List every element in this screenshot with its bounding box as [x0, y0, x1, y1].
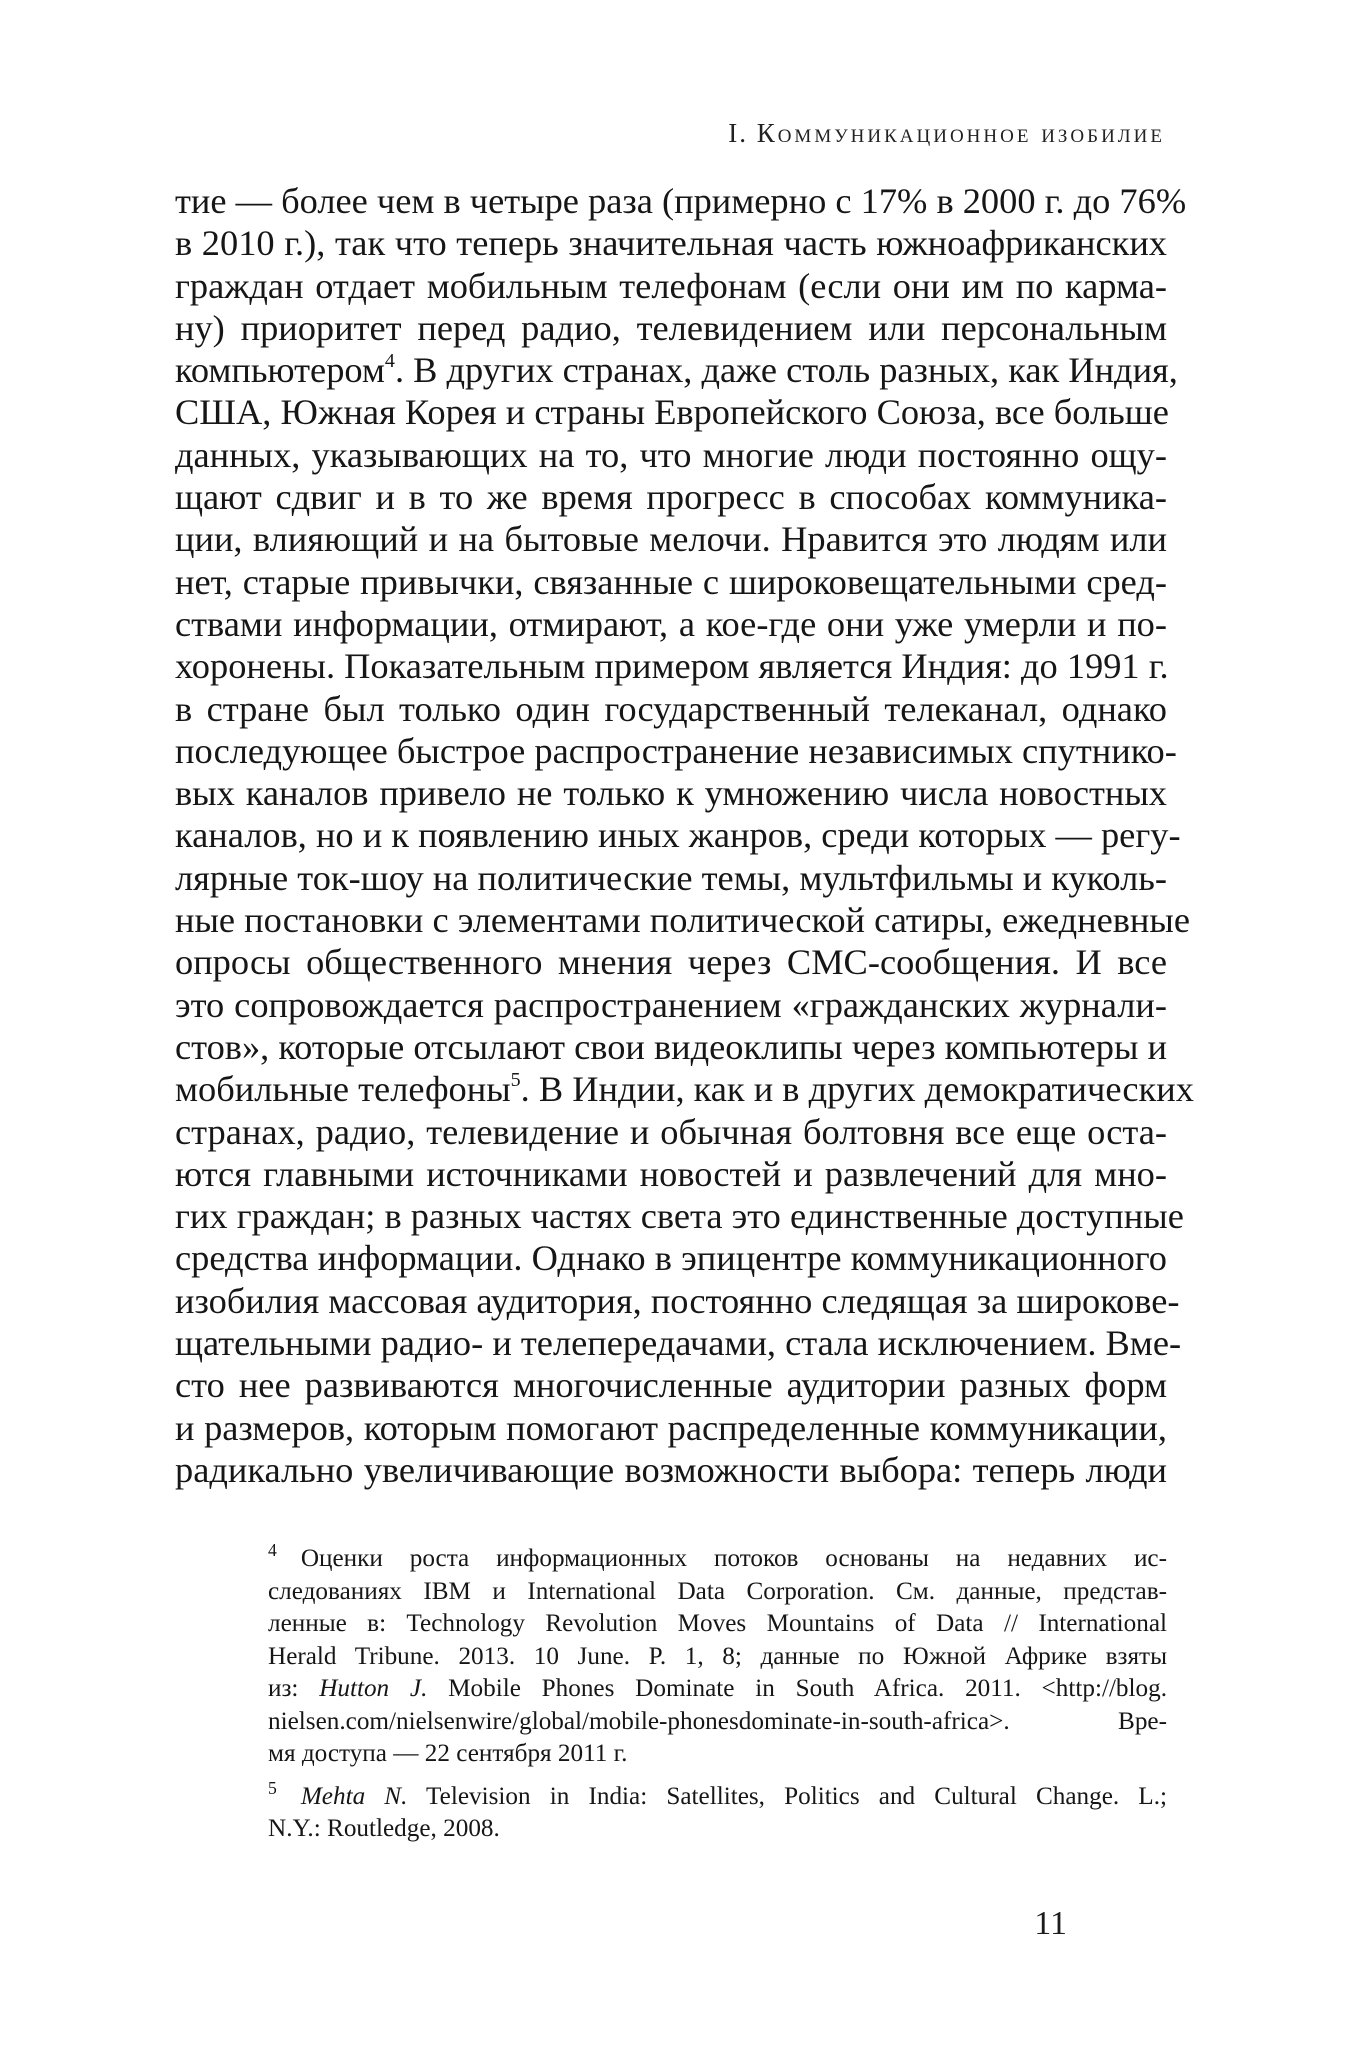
- footnote-ref-4[interactable]: 4: [384, 350, 395, 373]
- text-line: и размеров, которым помогают распределенные коммуникации,: [175, 1407, 1167, 1448]
- text-line: хоронены. Показательным примером является Индия: до 1991 г.: [175, 646, 1169, 687]
- text-fragment: Mobile Phones Dominate in South Africa. 2011. <http://blog.: [448, 1675, 1168, 1702]
- footnote-4: [268, 1540, 1168, 1771]
- footnote-line: N.Y.: Routledge, 2008.: [268, 1815, 500, 1842]
- text-line: щательными радио- и телепередачами, стала исключением. Вме-: [175, 1323, 1182, 1364]
- footnote-line: Herald Tribune. 2013. 10 June. P. 1, 8; данные по Южной Африке взяты: [268, 1642, 1167, 1670]
- text-line: вых каналов привело не только к умножению числа новостных: [175, 773, 1167, 814]
- text-line: в 2010 г.), так что теперь значительная часть южноафриканских: [175, 223, 1167, 264]
- text-line: ствами информации, отмирают, а кое-где они уже умерли и по-: [175, 603, 1167, 644]
- text-line: [175, 349, 1178, 391]
- text-line: данных, указывающих на то, что многие люди постоянно ощу-: [175, 434, 1167, 475]
- chapter-title: Коммуникационное изобилие: [756, 118, 1165, 148]
- text-fragment: компьютером: [175, 350, 385, 391]
- text-line: тие — более чем в четыре раза (примерно с 17% в 2000 г. до 76%: [175, 181, 1187, 221]
- footnotes: [268, 1540, 1168, 1846]
- text-line: США, Южная Корея и страны Европейского Союза, все больше: [175, 392, 1169, 433]
- text-fragment: мобильные телефоны: [175, 1069, 511, 1110]
- footnote-line: мя доступа — 22 сентября 2011 г.: [268, 1740, 628, 1767]
- text-line: радикально увеличивающие возможности выбора: теперь люди: [175, 1449, 1167, 1490]
- footnote-link-line[interactable]: nielsen.com/nielsenwire/global/mobile-phonesdominate-in-south-africa>. Вре-: [268, 1707, 1167, 1735]
- text-line: опросы общественного мнения через СМС-сообщения. И все: [175, 942, 1167, 983]
- chapter-numeral: I.: [728, 118, 748, 148]
- text-line: изобилия массовая аудитория, постоянно следящая за широкове-: [175, 1280, 1180, 1321]
- text-line: ются главными источниками новостей и развлечений для мно-: [175, 1153, 1167, 1194]
- text-line: последующее быстрое распространение независимых спутнико-: [175, 730, 1177, 771]
- text-fragment: Television in India: Satellites, Politics and Cultural Change. L.;: [407, 1782, 1167, 1810]
- text-line: [175, 1068, 1194, 1110]
- footnote-number: 4: [268, 1540, 277, 1561]
- text-line: это сопровождается распространением «гражданских журнали-: [175, 984, 1167, 1025]
- footnote-ref-5[interactable]: 5: [510, 1069, 521, 1092]
- main-text: [175, 180, 1194, 1491]
- text-line: в стране был только один государственный телеканал, однако: [175, 688, 1167, 729]
- text-fragment: . В Индии, как и в других демократических: [520, 1069, 1194, 1110]
- footnote-line: [268, 1777, 1167, 1814]
- text-line: ные постановки с элементами политической сатиры, ежедневные: [175, 900, 1191, 941]
- footnote-line: [268, 1673, 1167, 1706]
- text-fragment: из:: [268, 1675, 320, 1702]
- text-line: гих граждан; в разных частях света это единственные доступные: [175, 1196, 1184, 1237]
- text-line: нет, старые привычки, связанные с широковещательными сред-: [175, 561, 1167, 602]
- text-fragment: . В других странах, даже столь разных, как Индия,: [394, 350, 1178, 391]
- text-line: странах, радио, телевидение и обычная болтовня все еще оста-: [175, 1111, 1167, 1152]
- text-line: щают сдвиг и в то же время прогресс в способах коммуника-: [175, 477, 1167, 518]
- text-fragment: Оценки роста информационных потоков основаны на недавних ис-: [300, 1545, 1167, 1572]
- text-line: сто нее развиваются многочисленные аудитории разных форм: [175, 1365, 1167, 1406]
- author-name: Hutton J.: [319, 1675, 428, 1702]
- text-line: граждан отдает мобильным телефонам (если они им по карма-: [175, 265, 1167, 306]
- text-line: средства информации. Однако в эпицентре коммуникационного: [175, 1238, 1167, 1279]
- text-line: каналов, но и к появлению иных жанров, среди которых — регу-: [175, 815, 1181, 856]
- text-line: ну) приоритет перед радио, телевидением или персональным: [175, 307, 1167, 348]
- footnote-number: 5: [268, 1777, 277, 1798]
- running-head: [728, 118, 1165, 149]
- author-name: Mehta N.: [300, 1782, 408, 1810]
- footnote-line: следованиях IBM и International Data Corporation. См. данные, представ-: [268, 1577, 1167, 1605]
- text-line: лярные ток-шоу на политические темы, мультфильмы и куколь-: [175, 857, 1168, 898]
- footnote-line: ленные в: Technology Revolution Moves Mountains of Data // International: [268, 1610, 1167, 1637]
- footnote-line: [268, 1540, 1167, 1576]
- text-line: стов», которые отсылают свои видеоклипы через компьютеры и: [175, 1026, 1167, 1067]
- footnote-5: [268, 1777, 1167, 1846]
- text-line: ции, влияющий и на бытовые мелочи. Нравится это людям или: [175, 519, 1167, 560]
- page-number: 11: [1034, 1905, 1067, 1942]
